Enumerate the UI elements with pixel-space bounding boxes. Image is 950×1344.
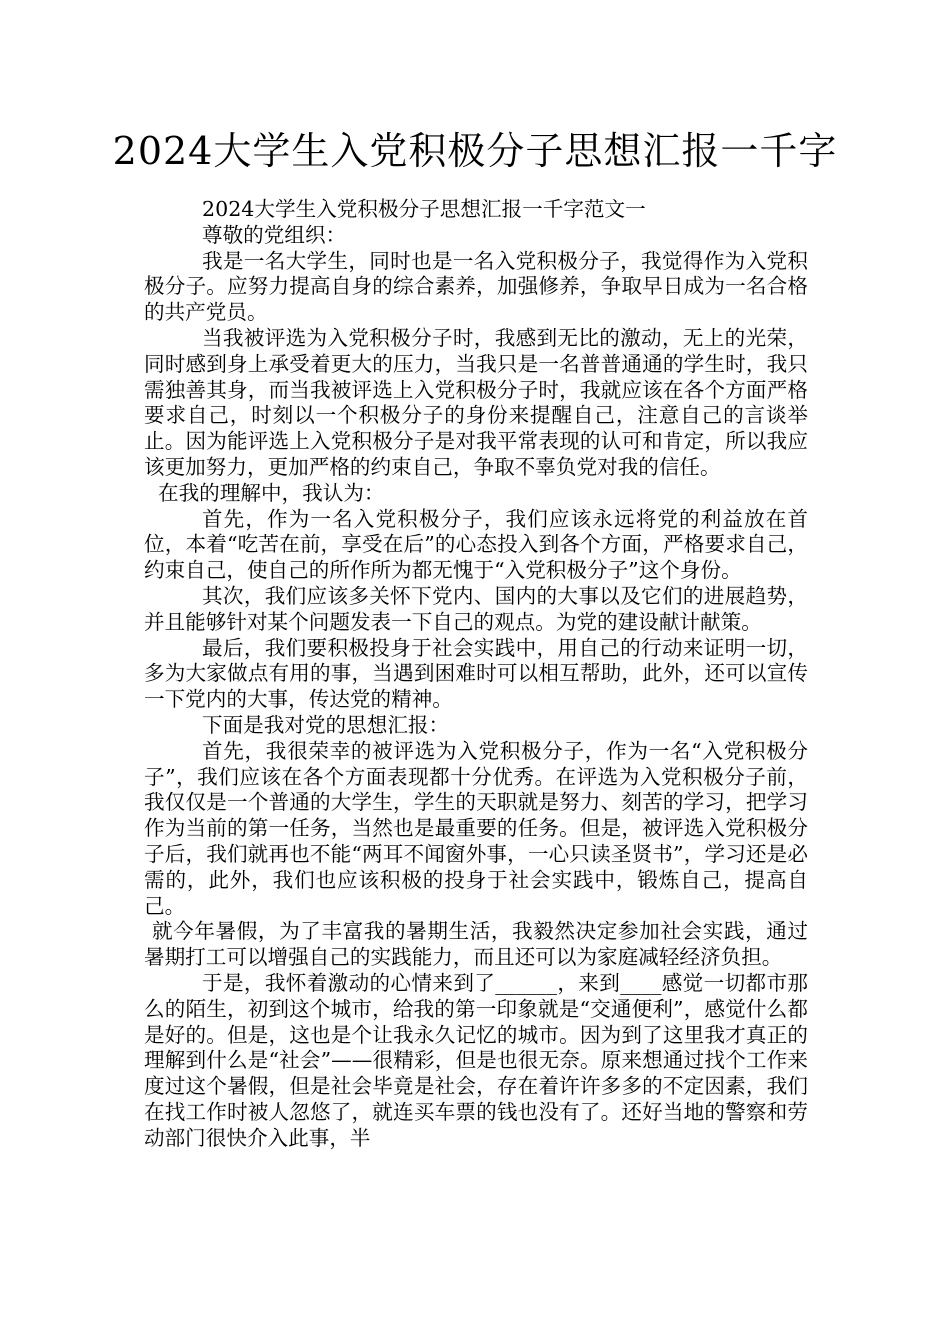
body-paragraph: 首先，我很荣幸的被评选为入党积极分子，作为一名“入党积极分子”，我们应该在各个方面表现都十分优秀。在评选为入党积极分子前，我仅仅是一个普通的大学生，学生的天职就是努力、刻苦的学习，把学习作为当前的第一任务，当然也是最重要的任务。但是，被评选入党积极分子后，我们就再也不能“两耳不闻窗外事，一心只读圣贤书”，学习还是必需的，此外，我们也应该积极的投身于社会实践中，锻炼自己，提高自己。 <box>144 738 808 918</box>
body-paragraph: 在我的理解中，我认为： <box>158 480 385 505</box>
body-paragraph: 我是一名大学生，同时也是一名入党积极分子，我觉得作为入党积极分子。应努力提高自身的综合素养，加强修养，争取早日成为一名合格的共产党员。 <box>144 248 808 325</box>
body-paragraph: 当我被评选为入党积极分子时，我感到无比的激动，无上的光荣，同时感到身上承受着更大的压力，当我只是一名普普通通的学生时，我只需独善其身，而当我被评选上入党积极分子时，我就应该在各个方面严格要求自己，时刻以一个积极分子的身份来提醒自己，注意自己的言谈举止。因为能评选上入党积极分子是对我平常表现的认可和肯定，所以我应该更加努力，更加严格的约束自己，争取不辜负党对我的信任。 <box>144 325 808 479</box>
body-paragraph: 其次，我们应该多关怀下党内、国内的大事以及它们的进展趋势，并且能够针对某个问题发表一下自己的观点。为党的建设献计献策。 <box>144 583 808 634</box>
subtitle-paragraph: 2024大学生入党积极分子思想汇报一千字范文一 <box>202 197 646 221</box>
body-paragraph: 最后，我们要积极投身于社会实践中，用自己的行动来证明一切，多为大家做点有用的事，当遇到困难时可以相互帮助，此外，还可以宣传一下党内的大事，传达党的精神。 <box>144 635 808 712</box>
document-title: 2024大学生入党积极分子思想汇报一千字 <box>112 129 838 173</box>
body-paragraph: 就今年暑假，为了丰富我的暑期生活，我毅然决定参加社会实践，通过暑期打工可以增强自己的实践能力，而且还可以为家庭减轻经济负担。 <box>144 919 808 970</box>
body-paragraph: 首先，作为一名入党积极分子，我们应该永远将党的利益放在首位，本着“吃苦在前，享受在后”的心态投入到各个方面，严格要求自己，约束自己，使自己的所作所为都无愧于“入党积极分子”这个身份。 <box>144 506 808 583</box>
document-body <box>144 197 808 1151</box>
salutation-paragraph: 尊敬的党组织： <box>202 222 347 247</box>
body-paragraph: 下面是我对党的思想汇报： <box>202 712 450 737</box>
body-paragraph: 于是，我怀着激动的心情来到了______，来到____感觉一切都市那么的陌生，初到这个城市，给我的第一印象就是“交通便利”，感觉什么都是好的。但是，这也是个让我永久记忆的城市。因为到了这里我才真正的理解到什么是“社会”——很精彩，但是也很无奈。原来想通过找个工作来度过这个暑假，但是社会毕竟是社会，存在着许许多多的不定因素，我们在找工作时被人忽悠了，就连买车票的钱也没有了。还好当地的警察和劳动部门很快介入此事，半 <box>144 970 808 1150</box>
